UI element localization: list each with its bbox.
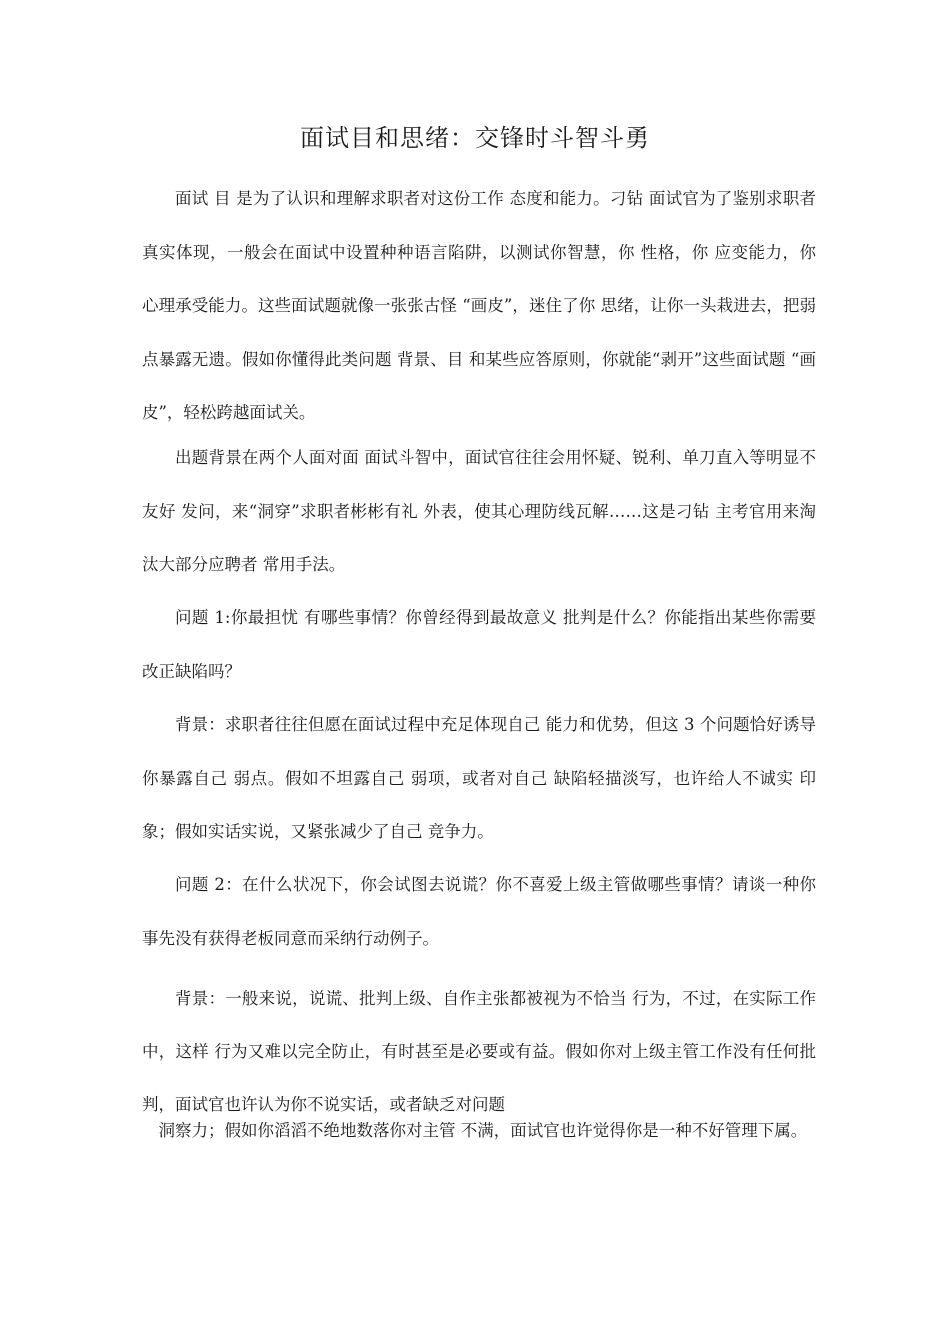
paragraph-background-2: 背景：一般来说，说谎、批判上级、自作主张都被视为不恰当 行为，不过，在实际工作中，这样 行为又难以完全防止，有时甚至是必要或有益。假如你对上级主管工作没有任何批判，面试官也许认为你不说实话，或者缺乏对问题 <box>142 989 816 1114</box>
paragraph-continuation: 洞察力；假如你滔滔不绝地数落你对主管 不满，面试官也许觉得你是一种不好管理下属。 <box>158 1121 808 1140</box>
paragraph-question-1: 问题 1:你最担忧 有哪些事情？你曾经得到最故意义 批判是什么？你能指出某些你需要改正缺陷吗？ <box>142 608 816 681</box>
paragraph-intro: 面试 目 是为了认识和理解求职者对这份工作 态度和能力。刁钻 面试官为了鉴别求职者 真实体现，一般会在面试中设置种种语言陷阱，以测试你智慧，你 性格，你 应变能力，你 心理承受能力。这些面试题就像一张张古怪 “画皮”，迷住了你 思绪，让你一头栽进去，把弱点暴露无遗。假如你懂得此类问题 背景、目 和某些应答原则，你就能“剥开”这些面试题 “画皮”，轻松跨越面试关。 <box>142 189 816 422</box>
paragraph-background-1: 背景：求职者往往但愿在面试过程中充足体现自己 能力和优势，但这 3 个问题恰好诱导你暴露自己 弱点。假如不坦露自己 弱项，或者对自己 缺陷轻描淡写，也许给人不诚实 印象；假如实话实说，又紧张减少了自己 竞争力。 <box>142 715 816 841</box>
paragraph-background: 出题背景在两个人面对面 面试斗智中，面试官往往会用怀疑、锐利、单刀直入等明显不友好 发问，来“洞穿”求职者彬彬有礼 外表，使其心理防线瓦解……这是刁钻 主考官用来淘汰大部分应聘者 常用手法。 <box>142 448 816 574</box>
paragraph-question-2: 问题 2：在什么状况下，你会试图去说谎？你不喜爱上级主管做哪些事情？请谈一种你事先没有获得老板同意而采纳行动例子。 <box>142 875 816 948</box>
document-title: 面试目和思绪：交锋时斗智斗勇 <box>300 124 650 152</box>
